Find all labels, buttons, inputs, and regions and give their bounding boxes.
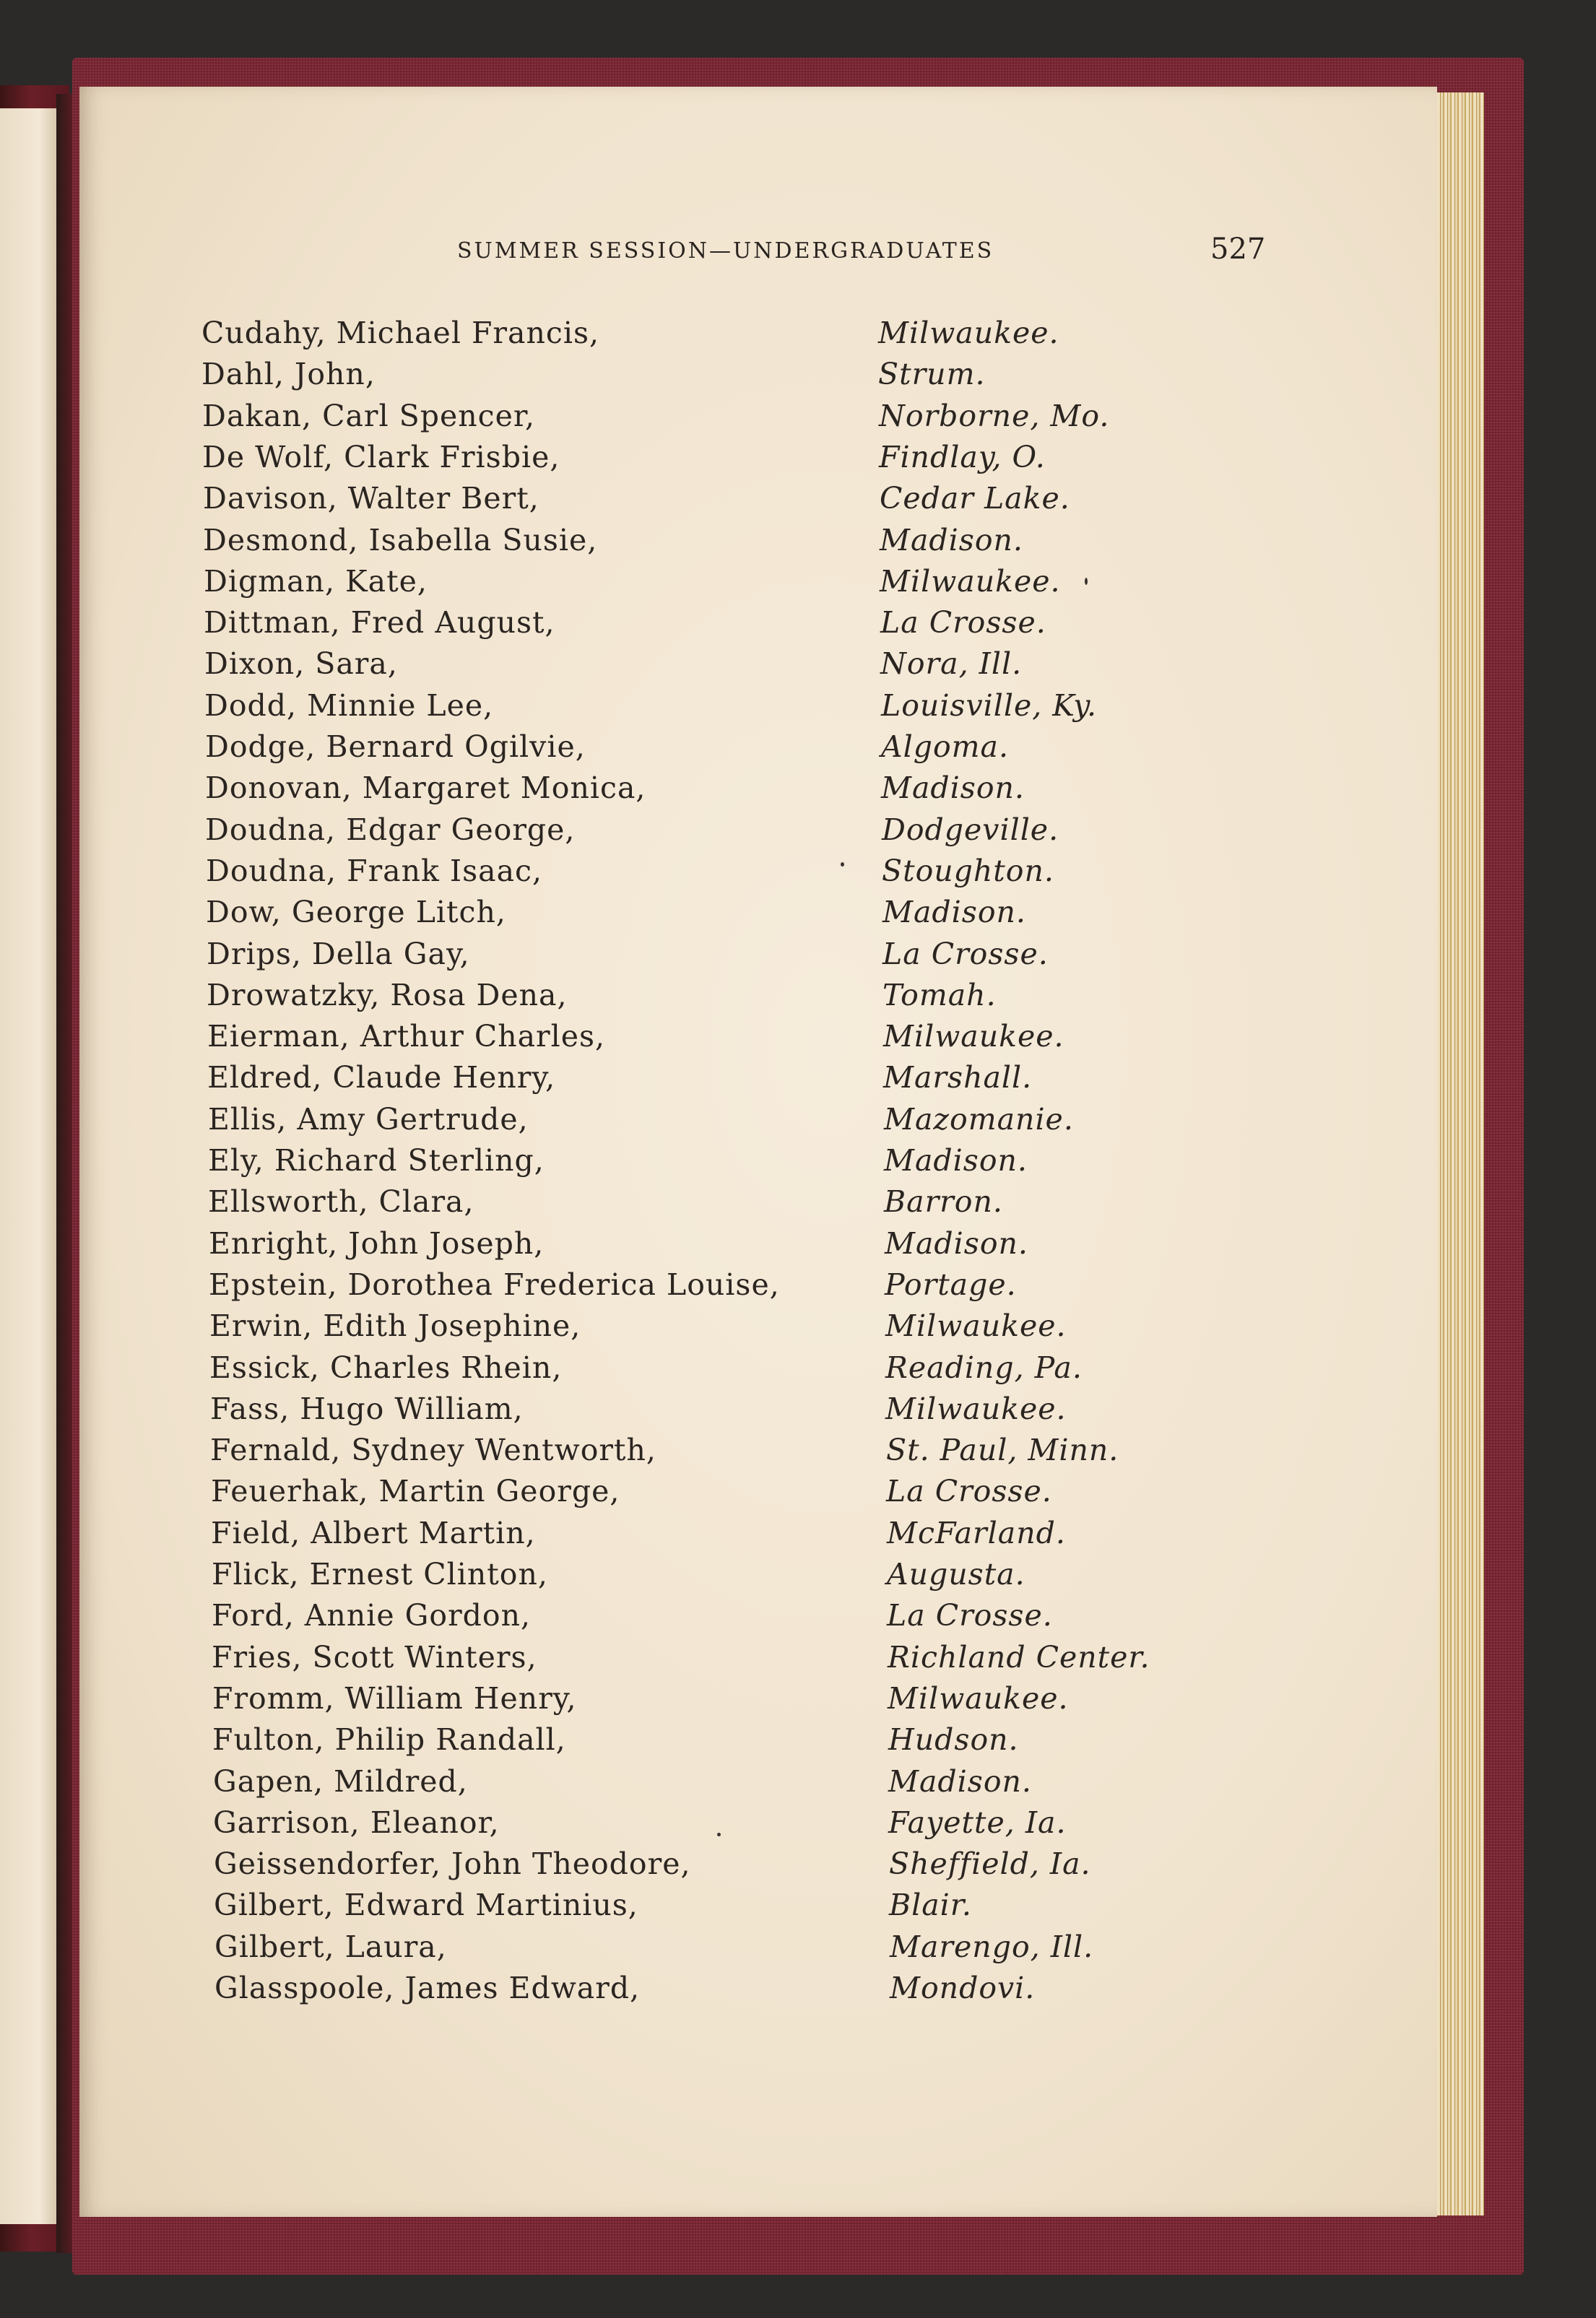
student-hometown: Blair. (889, 1888, 972, 1922)
student-hometown: Cedar Lake. (880, 481, 1070, 516)
student-hometown: Stoughton. (882, 854, 1054, 888)
student-hometown: Madison. (885, 1226, 1028, 1261)
student-name: Eldred, Claude Henry, (207, 1060, 556, 1095)
running-head: SUMMER SESSION—UNDERGRADUATES (457, 238, 994, 264)
ink-speck (841, 862, 844, 867)
student-name: Flick, Ernest Clinton, (212, 1557, 548, 1592)
student-name: Donovan, Margaret Monica, (205, 771, 646, 805)
student-name: Dodge, Bernard Ogilvie, (205, 729, 586, 764)
student-name: Ely, Richard Sterling, (208, 1143, 545, 1178)
student-hometown: Findlay, O. (879, 440, 1046, 474)
student-name: Epstein, Dorothea Frederica Louise, (209, 1267, 780, 1302)
student-name: Eierman, Arthur Charles, (207, 1019, 606, 1054)
student-hometown: Milwaukee. (878, 316, 1059, 350)
student-name: Dixon, Sara, (204, 646, 398, 681)
student-name: Digman, Kate, (204, 564, 428, 599)
student-hometown: La Crosse. (886, 1474, 1052, 1509)
student-hometown: Milwaukee. (883, 1019, 1064, 1054)
student-hometown: Reading, Pa. (885, 1350, 1083, 1385)
student-hometown: Milwaukee. (885, 1308, 1067, 1343)
student-hometown: Norborne, Mo. (879, 399, 1110, 433)
student-hometown: La Crosse. (882, 937, 1049, 971)
student-hometown: Madison. (881, 771, 1025, 805)
student-name: Glasspoole, James Edward, (214, 1971, 641, 2005)
student-hometown: Madison. (880, 523, 1023, 557)
student-name: Dahl, John, (201, 357, 376, 391)
student-hometown: Milwaukee. (880, 564, 1061, 599)
student-hometown: Marshall. (883, 1060, 1033, 1095)
student-name: Essick, Charles Rhein, (209, 1350, 563, 1385)
student-hometown: McFarland. (887, 1516, 1066, 1550)
student-name: Fulton, Philip Randall, (212, 1722, 566, 1757)
student-name: Enright, John Joseph, (209, 1226, 545, 1261)
student-hometown: Tomah. (882, 978, 997, 1012)
student-hometown: Louisville, Ky. (881, 688, 1098, 723)
student-name: Fries, Scott Winters, (212, 1640, 537, 1675)
student-hometown: Algoma. (881, 729, 1010, 764)
student-name: Drowatzky, Rosa Dena, (207, 978, 568, 1012)
student-name: Feuerhak, Martin George, (211, 1474, 620, 1509)
student-hometown: Madison. (888, 1764, 1032, 1799)
student-name: Doudna, Frank Isaac, (206, 854, 543, 888)
student-hometown: Mazomanie. (884, 1102, 1074, 1137)
student-hometown: Milwaukee. (885, 1392, 1067, 1426)
student-hometown: St. Paul, Minn. (886, 1433, 1119, 1467)
student-name: Dakan, Carl Spencer, (202, 399, 535, 433)
student-name: Erwin, Edith Josephine, (209, 1308, 581, 1343)
student-name: Dow, George Litch, (206, 895, 506, 929)
student-name: Drips, Della Gay, (207, 937, 470, 971)
student-hometown: Milwaukee. (888, 1681, 1069, 1716)
student-hometown: Nora, Ill. (880, 646, 1023, 681)
student-hometown: Dodgeville. (882, 812, 1059, 847)
student-name: Ellsworth, Clara, (208, 1184, 474, 1219)
student-name: Gapen, Mildred, (213, 1764, 468, 1799)
student-name: Geissendorfer, John Theodore, (214, 1846, 691, 1881)
page-number: 527 (1210, 233, 1266, 266)
student-hometown: Fayette, Ia. (888, 1805, 1067, 1840)
student-name: Doudna, Edgar George, (205, 812, 576, 847)
student-name: Davison, Walter Bert, (203, 481, 539, 516)
student-name: Desmond, Isabella Susie, (203, 523, 598, 557)
ink-speck (717, 1833, 721, 1836)
student-name: Ford, Annie Gordon, (212, 1598, 532, 1633)
student-name: Field, Albert Martin, (211, 1516, 536, 1550)
student-name: Gilbert, Edward Martinius, (214, 1888, 638, 1922)
ink-speck (1085, 578, 1088, 585)
student-name: Dittman, Fred August, (204, 605, 555, 640)
student-hometown: La Crosse. (887, 1598, 1053, 1633)
student-hometown: Madison. (884, 1143, 1028, 1178)
student-name: Gilbert, Laura, (214, 1930, 447, 1964)
student-hometown: Strum. (878, 357, 986, 391)
student-name: Fernald, Sydney Wentworth, (210, 1433, 656, 1467)
student-hometown: Augusta. (887, 1557, 1025, 1592)
student-name: De Wolf, Clark Frisbie, (202, 440, 560, 474)
student-hometown: La Crosse. (880, 605, 1046, 640)
student-hometown: Mondovi. (890, 1971, 1036, 2005)
student-hometown: Marengo, Ill. (890, 1930, 1094, 1964)
student-hometown: Madison. (882, 895, 1026, 929)
student-hometown: Barron. (884, 1184, 1003, 1219)
student-name: Ellis, Amy Gertrude, (208, 1102, 529, 1137)
student-hometown: Portage. (885, 1267, 1017, 1302)
student-name: Fass, Hugo William, (210, 1392, 524, 1426)
student-hometown: Hudson. (888, 1722, 1019, 1757)
student-name: Garrison, Eleanor, (213, 1805, 500, 1840)
student-name: Cudahy, Michael Francis, (201, 316, 600, 350)
student-name: Fromm, William Henry, (212, 1681, 577, 1716)
student-hometown: Sheffield, Ia. (889, 1846, 1091, 1881)
student-name: Dodd, Minnie Lee, (204, 688, 494, 723)
student-hometown: Richland Center. (888, 1640, 1150, 1675)
